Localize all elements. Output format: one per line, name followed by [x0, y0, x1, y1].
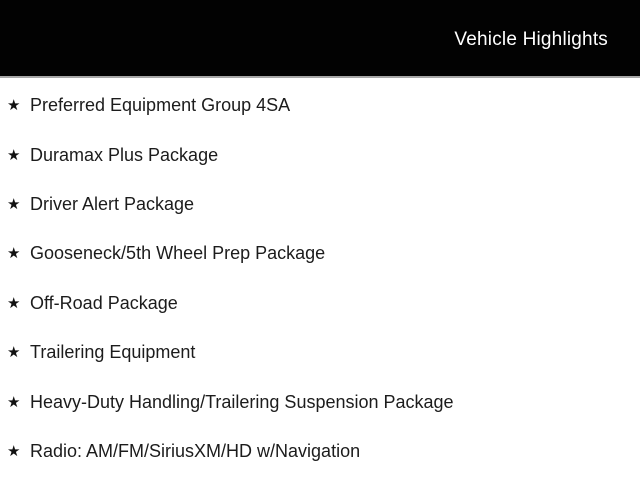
list-item: [0, 81, 640, 130]
star-icon: ★: [7, 195, 21, 213]
list-item-label: Gooseneck/5th Wheel Prep Package: [30, 243, 326, 264]
highlights-list: [0, 78, 640, 476]
list-item: [0, 328, 640, 377]
list-item: [0, 229, 640, 278]
star-icon: ★: [7, 344, 21, 362]
list-item: [0, 427, 640, 476]
list-item: [0, 130, 640, 179]
star-icon: ★: [7, 393, 21, 411]
list-item-label: Duramax Plus Package: [30, 144, 219, 165]
list-item-label: Driver Alert Package: [30, 193, 195, 214]
star-icon: ★: [7, 294, 21, 312]
list-item: [0, 377, 640, 426]
list-item-label: Radio: AM/FM/SiriusXM/HD w/Navigation: [30, 440, 361, 461]
list-item-label: Trailering Equipment: [30, 342, 196, 363]
star-icon: ★: [7, 146, 21, 164]
star-icon: ★: [7, 97, 21, 115]
list-item-label: Preferred Equipment Group 4SA: [30, 95, 291, 116]
list-item-label: Heavy-Duty Handling/Trailering Suspension Package: [30, 391, 454, 412]
star-icon: ★: [7, 245, 21, 263]
header-bar: [0, 0, 640, 78]
list-item: [0, 279, 640, 328]
star-icon: ★: [7, 442, 21, 460]
list-item: [0, 180, 640, 229]
list-item-label: Off-Road Package: [30, 292, 178, 313]
page-title: Vehicle Highlights: [454, 29, 608, 50]
